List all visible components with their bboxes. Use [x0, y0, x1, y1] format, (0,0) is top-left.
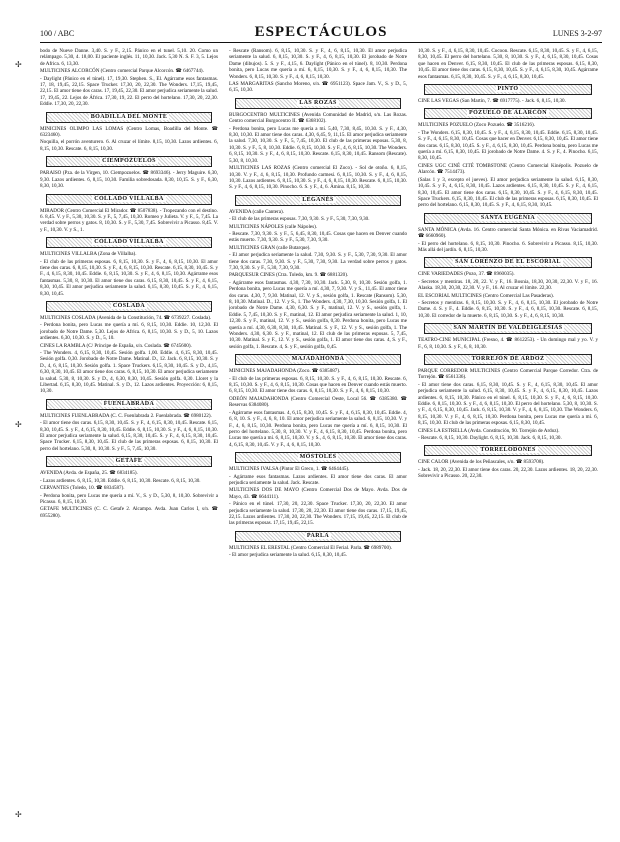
locality-heading-label: PINTO: [497, 86, 519, 93]
locality-heading-label: COLLADO VILLALBA: [94, 195, 164, 202]
binding-mark: ✢: [15, 810, 22, 819]
listing-paragraph: CINE LAS VEGAS (San Martín, 7. ☎ 6917775). - Jack. 6, 8,15, 10,30.: [418, 98, 566, 105]
listing-paragraph: AVENIDA (Avda. de España, 25. ☎ 6834185).: [40, 470, 138, 477]
locality-heading-label: COLLADO VILLALBA: [94, 239, 164, 246]
listing-paragraph: - Rescate (Ransom). 6, 8,15, 10,30. S. y F., 4, 6, 8,15, 10,30. El amor perjudica seriamente la salud. 6, 8,15, 10,30. S. y F., 4, 6, 8,15, 10,30. El jorobado de Notre Dame (dibujos). 5. S. y F., 4,15, 6. Daylight (Pánico en el túnel). 8, 10,30. Perdona bonita, pero Lucas me quería a mí. 6, 8,15, 10,30. S. y F., 4, 6, 8,15, 10,30. The Wonders. 6, 8,15, 10,30. S. y F., 4, 6, 8,15, 10,30.: [229, 48, 407, 80]
listing-paragraph: - El amor perjudica seriamente la salud. 7,30, 9,30. S. y F., 5,30, 7,30, 9,30. El amor tiene dos caras. 7,30, 9,30. S. y F., 5,30, 7,30, 9,30. La verdad sobre perros y gatos. 7,30, 9,30. S. y F., 5,30, 7,30, 9,30.: [229, 252, 407, 271]
listing-column-1: [40, 48, 218, 828]
page-header: [40, 26, 602, 40]
listing-paragraph: - Perdona bonita, pero Lucas me quería a mí. V., S. y D., 5,30, 8, 10,30. Sobrevivir a Picasso. 6, 8,15, 10,30.: [40, 492, 218, 505]
locality-heading: [424, 323, 592, 334]
locality-heading-label: BOADILLA DEL MONTE: [90, 113, 168, 120]
locality-heading: [46, 456, 212, 467]
listing-paragraph: - El amor tiene dos caras. 6,15, 8,30, 10,45. S. y F., 4, 6,15, 8,30, 10,45. Rescate. 6,15, 8,30, 10,45. S. y F., 4, 6,15, 8,30, 10,45. Eddie. 6, 8,15, 10,30. S. y F., 4, 6, 8,15, 10,30. El amor perjudica seriamente la salud. 6,15, 8,30, 10,45. S. y F., 4, 6,15, 8,30, 10,45. Space Trucker. 6,15, 8,30, 10,45. El club de las primeras esposas. 6, 8,15, 10,30. El perro del hortelano. 5,30, 8, 10,30. S. y F., 5, 7,45, 10,30.: [40, 420, 218, 452]
listing-paragraph: MINICINES OLIMPO LAS LOMAS (Centro Lomas, Boadilla del Monte. ☎ 6323460).: [40, 125, 218, 139]
listing-paragraph: CERVANTES (Toledo, 10. ☎ 6834587).: [40, 485, 125, 492]
listing-paragraph: MULTICINES POZUELO (Zoco Pozuelo. ☎ 3516216).: [418, 122, 535, 129]
listing-paragraph: - Pánico en el túnel. 17,30, 20, 22,30. Space Trucker. 17,30, 20, 22,30. El amor perjudica seriamente la salud. 17,30, 20, 22,30. El amor tiene dos caras. 17,15, 19,45, 22,15. Lazos ardientes. 17,30, 20, 22,30. The Wonders. 17,15, 19,45, 22,15. El club de las primeras esposas. 17,15, 19,45, 22,15.: [229, 501, 407, 527]
locality-heading: [235, 452, 401, 463]
listing-paragraph: 10,30. S. y F., 4, 6,15, 8,30, 10,45. Cocoon. Rescate. 6,15, 8,30, 10,45. S. y F., 4, 6,15, 8,30, 10,45. El perro del hortelano. 5,30, 8, 10,30. S. y F., 4, 6,15, 8,30, 10,45. Cosas que hacen en Denver. 6,15, 8,30, 10,45. El club de las primeras esposas. 6,15, 8,30, 10,45. El amor tiene dos caras. 6,15, 8,30, 10,45. S. y F., 4, 6,15, 8,30, 10,45. Agárrame esos fantasmas. 6,15, 8,30, 10,45. S. y F., 4, 6,15, 8,30, 10,45.: [418, 48, 598, 80]
listing-paragraph: MULTICINES IVALSA (Pintor El Greco, 1. ☎ 6464445).: [229, 466, 350, 473]
binding-mark: ✢: [15, 420, 22, 429]
locality-heading-label: TORRELODONES: [480, 447, 536, 454]
listing-paragraph: MULTICINES LAS ROZAS (Centro comercial El Zoco). - Sol de otoño. 6, 8,15, 10,30. V. y F., 4, 6, 8,15, 10,30. Profundo carmesí. 6, 8,15, 10,30. S. y F., 4, 6, 8,15, 10,30. Lazos ardientes. 6, 8,15, 10,30. S. y F., 4, 6, 8,15, 10,30. Rescate. 6, 8,15, 10,30. S. y F., 4, 6, 8,15, 10,30. Pinocho. 6. S. y F., 4, 6. Ámina. 8,15, 10,30.: [229, 165, 407, 191]
listing-paragraph: SANTA MÓNICA (Avda. 16. Centro comercial Santa Mónica. en Rivas Vaciamadrid. ☎ 6660960).: [418, 226, 598, 240]
listing-paragraph: - Perdona bonita, pero Lucas me quería a mí. 5,40, 7,30, 8,45, 10,30. S. y F., 4,30, 8,30, 10,30. El amor tiene dos caras. 4,30, 6,45, 9, 11,15. El amor perjudica seriamente la salud. 7,30, 10,30. S. y F., 5, 7,45, 10,30. El club de las primeras esposas. 5,30, 8, 10,30. S. y F., 5, 8, 10,30. Eddie. 6, 8,15, 10,30. S. y F., 4, 6, 8,15, 10,30. The Wonders. 6, 8,15, 10,30. S. y F., 4, 6, 8,15, 10,30. Rescate. 6,15, 8,30, 10,45. Ransom (Rescate). 5,30, 8, 10,30.: [229, 125, 407, 164]
listing-paragraph: CINE CALOR (Avenida de los Peñascales, s/n. ☎ 8593708).: [418, 459, 545, 466]
locality-heading-label: CIEMPOZUELOS: [102, 158, 156, 165]
listing-paragraph: bodo de Nueve Danne. 3,40. S. y F., 2,15. Pánico en el tunel. 5,10. 20. Como un relámpago. 5,30, 4. 18,00. El paciente inglés. 11, 10,30. Jack. 5,30 N. S. F. 3, 5. Lejos de Africa. 6, 13,30.: [40, 48, 218, 67]
listing-paragraph: LAS MARGARITAS (Sancho Moreno, s/n. ☎ 6951123). Space Jam. V., S. y D., 5, 6,15, 10,30.: [229, 81, 407, 94]
header-rule: [40, 42, 602, 43]
listing-paragraph: - Agárrame esos fantasmas. Lazos ardientes. El amor tiene dos caras. El amor perjudica seriamente la salud. Jack. Rescate.: [229, 473, 407, 486]
locality-heading-label: POZUELO DE ALARCÓN: [469, 110, 547, 117]
listing-paragraph: (Salas 1 y 3, excepto el jueves). El amor perjudica seriamente la salud. 6,15, 8,30, 10,45. S. y F., 4, 6,15, 8,30, 10,45. Lazos ardientes. 6,15, 8,30, 10,45. S. y F., 4, 6,15, 8,30, 10,45. El amor tiene dos caras. 6,15, 8,30, 10,45. S. y F., 4, 6,15, 8,30, 10,45. Space Truckers. 6,15, 8,30, 10,45. El club de las primeras esposas. 6,15, 8,30, 10,45. El perro del hortelano. 6,15, 8,30, 10,45. S. y F., 4, 6,15, 8,30, 10,45.: [418, 176, 598, 209]
locality-heading-label: SAN LORENZO DE EL ESCORIAL: [455, 259, 561, 266]
locality-heading-label: COSLADA: [112, 302, 146, 309]
listing-paragraph: - Agárrame esos fantasmas. 4,30, 7,30, 10,30. Jack. 5,30, 8, 10,30. Sesión golfa, 1. Perdona bonita, pero Lucas me quería a mí. 4,30, 7, 9,30. V. y S., 11,45. El amor tiene dos caras. 4,30, 7, 9,30. Matinal, 12. V. y S., sesión golfa, 1. Rescate (Ransom). 5,30, 8, 10,30. Matinal. D., 12. V. y S., 1. The Wonders. 4,30, 7,30, 10,30. Sesión golfa, 1. El jorobado de Notre Dame. 4,30, 6,30. S. y F., matinal, 12. V. y S., sesión golfa, 1. Eddie. 5, 7,45, 10,30. S. y F., matinal, 12. El amor perjudica seriamente la salud. 1, 10, 12,30. S. y F., matinal, 12. V. y S., sesión golfa, 0,30. Perdona bonita, pero Lucas me quería a mí. 4,30, 6,30, 8,30, 10,45. Matinal. S. y F., 12. V. y S., sesión golfa, 1. The Wonders. 4,30, 6,30. S. y F., matinal, 12. El club de las primeras esposas. 5, 7,45, 10,30. Matinal. S. y F., 12. V. y S., sesión golfa, 1. El amor tiene dos caras. 4, S. y F., sesión golfa, 1. Rescate. 4, S. y F., sesión golfa, 0,45.: [229, 279, 407, 350]
locality-heading: [424, 257, 592, 268]
listing-paragraph: MULTICINES DOS DE MAYO (Centro Comercial Dos de Mayo. Avda. Dos de Mayo, 43. ☎ 6644111).: [229, 487, 407, 500]
listing-paragraph: MULTICINES ALCORCÓN (Centro comercial Parque Alcorcón. ☎ 6467744).: [40, 68, 204, 75]
listing-paragraph: MULTICINES COSLADA (Avenida de la Constitución, 74. ☎ 6739227. Coslada).: [40, 314, 212, 321]
locality-heading: [235, 195, 401, 206]
listing-paragraph: PARQUE CORREDOR MULTICINES (Centro Comercial Parque Corredor. Ctra. de Torrejón. ☎ 6561336).: [418, 368, 598, 381]
listing-paragraph: CINES LA ESTRELLA (Avda. Constitución, 90. Torrejón de Ardoz).: [418, 427, 560, 434]
listing-paragraph: TEATRO-CINE MUNICIPAL (Fresno, 4. ☎ 8612253). - Un domingo mal y yo. V. y F., 6, 8, 10,30. S. y F., 6, 8, 10,30.: [418, 337, 598, 350]
listing-paragraph: AVENIDA (calle Cantera).: [229, 208, 284, 215]
listing-paragraph: - Secretos y mentiras. 6, 8,15, 10,30. S. y F., 4, 6, 8,15, 10,30. El jorobado de Notre Dame. 4. S. y F., 4. Eddie. 6, 8,15, 10,30. S. y F., 4, 6, 8,15, 10,30. Rescate. 6, 8,15, 10,30. El corredor de la muerte. 6, 8,15, 10,30. S. y F., 4, 6, 8,15, 10,30.: [418, 299, 598, 319]
listing-paragraph: MULTICINES EL ERESTAL (Centro Comercial El Ferial. Parla. ☎ 6989700).: [229, 544, 392, 551]
listing-paragraph: - El amor perjudica seriamente la salud. 6,15, 8,30, 10,45.: [229, 552, 347, 559]
binding-mark: ✢: [15, 60, 22, 69]
locality-heading: [424, 445, 592, 456]
listing-paragraph: - Agárrame esos fantasmas. 4, 6,15, 8,30, 10,45. S. y F., 4, 6,15, 8,30, 10,45. Eddie. 4, 6, 8, 10. S. y F., 4, 6, 8, 10. El amor perjudica seriamente la salud. 6, 8,15, 10,30. V. y F., 4, 6, 8,15, 10,30. Perdona bonita, pero Lucas me quería a mí. 6, 8,15, 10,30. El perro del hortelano. 5,30, 8, 10,30. V. y F., 4, 6,15, 8,30, 10,45. Perdona bonita, pero Lucas me quería a mí. 6, 8,15, 10,30. V. y S., 4, 6, 8,15, 10,30. El amor tiene dos caras. 4, 6,15, 8,30, 10,45. V. y F., 4, 6, 8,15, 10,30.: [229, 409, 407, 448]
locality-heading: [46, 156, 212, 167]
listing-paragraph: - Jack. 18, 20, 22,30. El amor tiene dos caras. 20, 22,30. Lazos ardientes. 18, 20, 22,30. Sobrevivir a Picasso. 20, 22,30.: [418, 466, 598, 480]
locality-heading-label: MAJADAHONDA: [291, 356, 345, 363]
listing-paragraph: GETAFE MULTICINES (C. C. Getafe 2. Alcampo. Avda. Juan Carlos I, s/n. ☎ 6955280).: [40, 506, 218, 519]
listing-paragraph: PARAISO (Pza. de la Virgen, 10. Ciempozuelos. ☎ 8693346). - Jerry Maguire. 6,30, 9,30. Lazos ardientes. 6, 8,15, 10,30. Familia sobredosada. 8,30, 10,15. S. y F., 6,30, 8,30, 10,30.: [40, 170, 218, 190]
listing-paragraph: - Rescate. 6, 8,15, 10,30. Daylight. 6, 8,15, 10,30. Jack. 6, 8,15, 10,30.: [418, 435, 562, 442]
listing-paragraph: MIRADOR (Centro Comercial El Mirador. ☎ 8507838). - Tropezando con el destino. 6. 8,45. V. y F., 5,30, 10,30. S. y F., 5, 7,45, 10,30. Romeo y Julieta. V. y F., 5, 7,45. La verdad sobre perros y gatos. 8, 10,30. S. y F., 5,30, 7,45. Sobrevivir a Picasso. 8,45. V. y F., 10,30. V. y S., 1.: [40, 207, 218, 233]
locality-heading: [424, 108, 592, 119]
listing-paragraph: - The Wonders. 4, 6,15, 8,30, 10,45. Sesión golfa. 1,00. Eddie. 4, 6,15, 8,30, 10,45. Sesión golfa. 0,30. Jorobado de Notre Dame. Matinal. D., 12. Jack. 6, 8,15, 10,30. S. y D., 4, 6, 8,15, 10,30. Sesión golfa. 1. Space Truckers. 6,15, 8,30, 10,45. S. y D., 4,15, 6,30, 8,30, 10,45. El amor tiene dos caras. 6, 8,15, 10,30. El amor perjudica seriamente la salud. 5,30, 8, 10,30. S. y D., 4, 6,30, 8,30, 10,45. Sesión golfa. 0,30. Lloret y la Libertad. 6,15, 8,30, 10,45. Matinal. S. y D., 12. Lazos ardientes. Proyección: 6, 8,15, 10,30.: [40, 350, 218, 395]
listing-paragraph: CINES UGC CINÉ CITÉ TOMBSTONE (Centro Comercial Kinépolis. Pozuelo de Alarcón. ☎ 7514473).: [418, 162, 598, 176]
listing-paragraph: - El club de las primeras esposas. 6, 8,15, 10,30. S. y F., 4, 6, 8,15, 10,30. El amor tiene dos caras. 6, 8,15, 10,30. S. y F., 4, 6, 8,15, 10,30. Rescate. 6,15, 8,30, 10,45. S. y F., 4, 6,15, 8,30, 10,45. Eddie. 6, 8,15, 10,30. S. y F., 4, 6, 8,15, 10,30. Agárrame esos fantasmas. 5,30, 8, 10,30. El amor tiene dos caras. 6,15, 8,30, 10,45. S. y F., 4, 6,15, 8,30, 10,45. El amor perjudica seriamente la salud. 6,15, 8,30, 10,45. S. y F., 4, 6,15, 8,30, 10,45.: [40, 258, 218, 297]
listing-paragraph: - Rescate. 7,30, 9,30. S. y F., 5, 6,45, 8,30, 10,45. Cosas que hacen en Denver cuando estás muerto. 7,30, 9,30. S. y F., 5,30, 7,30, 9,30.: [229, 230, 407, 244]
listing-paragraph: - El amor tiene dos caras. 6,15, 8,30, 10,45. S. y F., 4, 6,15, 8,30, 10,45. El amor perjudica seriamente la salud. 6,15, 8,30, 10,45. S. y F., 4, 6,15, 8,30, 10,45. Lazos ardientes. 6, 8,15, 10,30. Pánico en el túnel. 6, 8,15, 10,30. S. y F., 4, 6, 8,15, 10,30. Eddie. 6, 8,15, 10,30. S. y F., 4, 6, 8,15, 10,30. El perro del hortelano. 5,30, 8, 10,30. S. y F., 4, 6,15, 8,30, 10,45. Jack. 6, 8,15, 10,30. V. y F., 4, 6, 8,15, 10,30. The Wonders. 6, 8,15, 10,30. V. y F., 4, 6, 8,15, 10,30. Perdona bonita, pero Lucas me quería a mí. 6, 8,15, 10,30. El club de las primeras esposas. 6,15, 8,30, 10,45.: [418, 381, 598, 427]
locality-heading-label: LEGANÉS: [302, 196, 334, 203]
listing-paragraph: - Secretos y mentiras. 18, 20, 22. V. y F., 16. Bosnia, 18,30, 20,30, 22,30. V. y F., 16. Alaska. 18,30, 20,30, 22,30. V. y F., 16. Al cruzar el límite. 22,30.: [418, 278, 598, 292]
listing-paragraph: ODEÓN MAJADAHONDA (Centro Comercial Oeste, Local 56. ☎ 6385380. ☎ Reservas 6384080).: [229, 395, 407, 409]
locality-heading: [46, 237, 212, 248]
listing-paragraph: Noquilla, el porrón aventurero. 6. Al cruzar el límite. 8,15, 10,30. Lazos ardientes. 6, 8,15, 10,30. Rescate. 6, 8,15, 10,30.: [40, 139, 218, 152]
listing-paragraph: PARQUESUR CINES (Ctra. Toledo, km. 9. ☎ 6881320).: [229, 272, 349, 279]
listing-column-3: [418, 48, 598, 828]
locality-heading-label: GETAFE: [115, 458, 143, 465]
listing-paragraph: EL ESCORIAL MULTICINES (Centro Comercial Las Pasaderas).: [418, 292, 554, 299]
locality-heading-label: LAS ROZAS: [299, 99, 337, 106]
section-title: ESPECTÁCULOS: [254, 24, 388, 40]
locality-heading-label: MÓSTOLES: [299, 454, 337, 461]
locality-heading: [235, 354, 401, 365]
locality-heading: [424, 213, 592, 224]
locality-heading: [424, 354, 592, 365]
locality-heading: [235, 531, 401, 542]
listing-paragraph: - Lazos ardientes. 6, 8,15, 10,30. Eddie. 6, 8,15, 10,30. Rescate. 6, 8,15, 10,30.: [40, 477, 201, 484]
listing-paragraph: MULTICINES FUENLABRADA (C. C. Fuenlabrada 2. Fuenlabrada. ☎ 6980122).: [40, 412, 212, 419]
locality-heading: [46, 112, 212, 123]
locality-heading-label: PARLA: [306, 532, 330, 539]
listing-paragraph: MULTICINES GRAN (calle Butarque).: [229, 244, 311, 251]
listing-paragraph: BURGOCENTRO MULTICINES (Avenida Comunidad de Madrid, s/n. Las Rozas. Centro comercial Burgocentro II. ☎ 6368102).: [229, 111, 407, 125]
page-number: 100 / ABC: [40, 29, 75, 38]
listing-paragraph: - El club de las primeras esposas. 7,30, 9,30. S. y F., 5,30, 7,30, 9,30.: [229, 216, 370, 223]
listing-paragraph: - Perdona bonita, pero Lucas me quería a mí. 6, 8,15, 10,30. Eddie. 10, 12,30. El jorobado de Notre Dame. 5,30. Lejos de Africa. 6, 8,15, 10,30. S. y D., 5, 10. Lazos ardientes. 6,30, 10,30. S. y D., 5, 10.: [40, 322, 218, 342]
listing-paragraph: CINES LA RAMBLA (C/ Príncipe de España, s/n. Coslada. ☎ 6745600).: [40, 342, 192, 349]
listing-paragraph: MULTICINES VILLALBA (Zona de Villalba).: [40, 251, 137, 258]
locality-heading: [424, 84, 592, 95]
listing-paragraph: - Daylight (Pánico en el túnel). 17, 19,30. Stephen. S., El. Agárrame esos fantasmas. 17, 18, 19,45, 22,15. Space Trucker. 17,30, 20, 22,30. The Wonders. 17,15, 19,45, 22,15. El amor tiene dos caras. 17, 19,45, 22,30. El amor perjudica seriamente la salud. 17, 19,45, 22. Lejos de África. 17,30, 19, 22. El perro del hortelano. 17,30, 20, 22,30. Eddie. 17,30, 20, 22,30.: [40, 75, 218, 108]
listing-paragraph: CINE VARIEDADES (Pozo, 37. ☎ 8960035).: [418, 271, 515, 278]
locality-heading: [46, 399, 212, 410]
locality-heading-label: SAN MARTÍN DE VALDEIGLESIAS: [453, 325, 563, 332]
issue-date: LUNES 3-2-97: [552, 29, 602, 38]
listing-paragraph: - El club de las primeras esposas. 6, 8,15, 10,30. S. y F., 4, 6, 8,15, 10,30. Rescate. 6, 8,15, 10,30. S. y F., 4, 6, 8,15, 10,30. Cosas que hacen en Denver cuando estás muerto. 6, 8,15, 10,30. El amor tiene dos caras. 6, 8,15, 10,30. S. y F., 4, 6, 8,15, 10,30.: [229, 375, 407, 395]
locality-heading: [46, 301, 212, 312]
listing-paragraph: - El perro del hortelano. 6, 8,15, 10,30. Pinocho. 6. Sobrevivir a Picasso. 8,15, 10,30. Más allá del jardín. 6, 8,15, 10,30.: [418, 240, 598, 253]
locality-heading-label: FUENLABRADA: [103, 400, 155, 407]
locality-heading-label: TORREJÓN DE ARDOZ: [471, 356, 545, 362]
locality-heading-label: SANTA EUGENIA: [480, 214, 536, 221]
locality-heading: [46, 194, 212, 205]
listing-paragraph: - The Wonders. 6,15, 8,30, 10,45. S. y F., 4, 6,15, 8,30, 10,45. Eddie. 6,15, 8,30, 10,45. S. y F., 4, 6,15, 8,30, 10,45. Cosas que hacer en Denver. 6,15, 8,30, 10,45. El amor tiene dos caras. 6,15, 8,30, 10,45. S. y F., 4, 6,15, 8,30, 10,45. Perdona bonita, pero Lucas me quería a mí. 6,15, 8,30, 10,45. El jorobado de Notre Dame. 4. S. y F., 4. Pinocho. 6,15, 8,30, 10,45.: [418, 129, 598, 162]
listing-paragraph: MULTICINES NÁPOLES (calle Nápoles).: [229, 223, 318, 230]
listing-paragraph: MINICINES MAJADAHONDA (Zoco. ☎ 6385087).: [229, 368, 341, 375]
locality-heading: [235, 98, 401, 109]
listing-column-2: [229, 48, 407, 828]
